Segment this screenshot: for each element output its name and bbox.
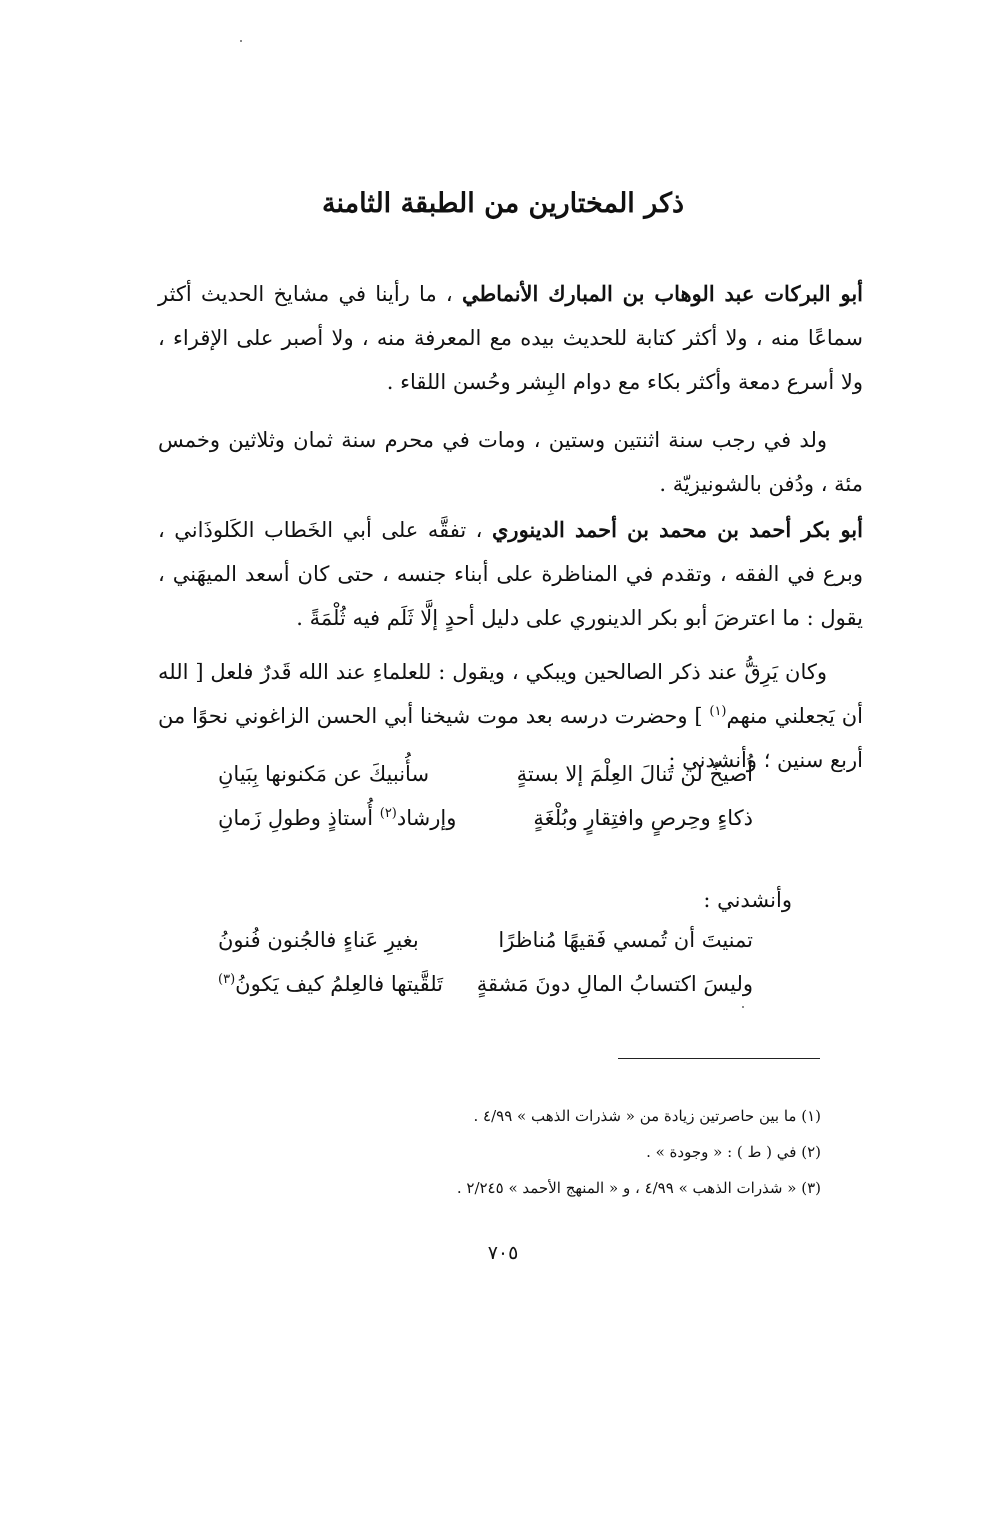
hemistich: ذكاءٍ وحِرصٍ وافتِقارٍ وبُلْغَةٍ <box>533 806 753 830</box>
poem-2-verse-2 <box>158 972 863 1016</box>
hemistich: وليسَ اكتسابُ المالِ دونَ مَشقةٍ <box>476 972 753 996</box>
poem-2 <box>158 928 863 1016</box>
entry-1-birth-death: ولد في رجب سنة اثنتين وستين ، ومات في محرم سنة ثمان وثلاثين وخمس مئة ، ودُفن بالشونيزيّة . <box>158 428 863 496</box>
footnote-2: (٢) في ( ط ) : « وجودة » . <box>646 1143 821 1161</box>
hemistich: وإرشاد$^{(٢)}$ أُستاذٍ وطولِ زَمانِ <box>218 806 457 830</box>
entry-1-paragraph <box>158 272 863 404</box>
footnotes <box>158 1098 863 1206</box>
entry-2-name: أبو بكر أحمد بن محمد بن أحمد الدينوري <box>491 517 863 542</box>
poem-1 <box>158 762 863 850</box>
poem-1-verse-2 <box>158 806 863 850</box>
hemistich: بغيرِ عَناءٍ فالجُنون فُنونُ <box>218 928 419 952</box>
entry-1-name: أبو البركات عبد الوهاب بن المبارك الأنماطي <box>461 281 864 306</box>
footnote-ref-3[interactable]: (٣) <box>218 972 236 987</box>
footnote-ref-2[interactable]: (٢) <box>379 806 397 821</box>
footnote-3: (٣) « شذرات الذهب » ٤/٩٩ ، و « المنهج الأحمد » ٢/٢٤٥ . <box>456 1179 821 1197</box>
hemistich: سأُنبيكَ عن مَكنونها بِبَيانِ <box>218 762 430 786</box>
poem-2-verse-1 <box>158 928 863 972</box>
scan-speck <box>240 40 242 42</box>
page-title: ذكر المختارين من الطبقة الثامنة <box>322 188 684 219</box>
poem-2-intro: وأنشدني : <box>703 888 792 912</box>
hemistich: تَلقَّيتها فالعِلمُ كيف يَكونُ$^{(٣)}$ <box>218 972 444 996</box>
scan-speck <box>742 1006 744 1008</box>
poem-1-verse-1 <box>158 762 863 806</box>
footnote-1: (١) ما بين حاصرتين زيادة من « شذرات الذهب » ٤/٩٩ . <box>473 1107 821 1125</box>
page-number: ٧٠٥ <box>487 1242 519 1264</box>
footnote-divider <box>618 1058 820 1059</box>
footnote-ref-1[interactable]: (١) <box>709 704 727 719</box>
entry-2-paragraph <box>158 508 863 640</box>
hemistich: تمنيتَ أن تُمسي فَقيهًا مُناظرًا <box>498 928 753 952</box>
entry-1-text: ، ما رأينا في مشايخ الحديث أكثر سماعًا منه ، ولا أكثر كتابة للحديث بيده مع المعرفة منه ، ولا أصبر على الإقراء ، ولا أسرع دمعة وأكثر بكاء مع دوام البِشر وحُسن اللقاء . <box>158 282 863 394</box>
entry-2-continuation: وكان يَرِقُّ عند ذكر الصالحين ويبكي ، ويقول : للعلماءِ عند الله قَدرٌ فلعل [ الله أن يَجعلني منهم$^{(١)}$ ] وحضرت درسه بعد موت شيخنا أبي الحسن الزاغوني نحوًا من أربع سنين ؛ وأنشدني : <box>158 660 863 772</box>
entry-2-text: ، تفقَّه على أبي الخَطاب الكَلوذَاني ، وبرع في الفقه ، وتقدم في المناظرة على أبناء جنسه ، حتى كان أسعد الميهَني ، يقول : ما اعترضَ أبو بكر الدينوري على دليل أحدٍ إلَّا ثَلَم فيه ثُلْمَةً . <box>158 518 863 630</box>
hemistich: أُصيخُ لن تَنالَ العِلْمَ إلا بستةٍ <box>516 762 753 786</box>
